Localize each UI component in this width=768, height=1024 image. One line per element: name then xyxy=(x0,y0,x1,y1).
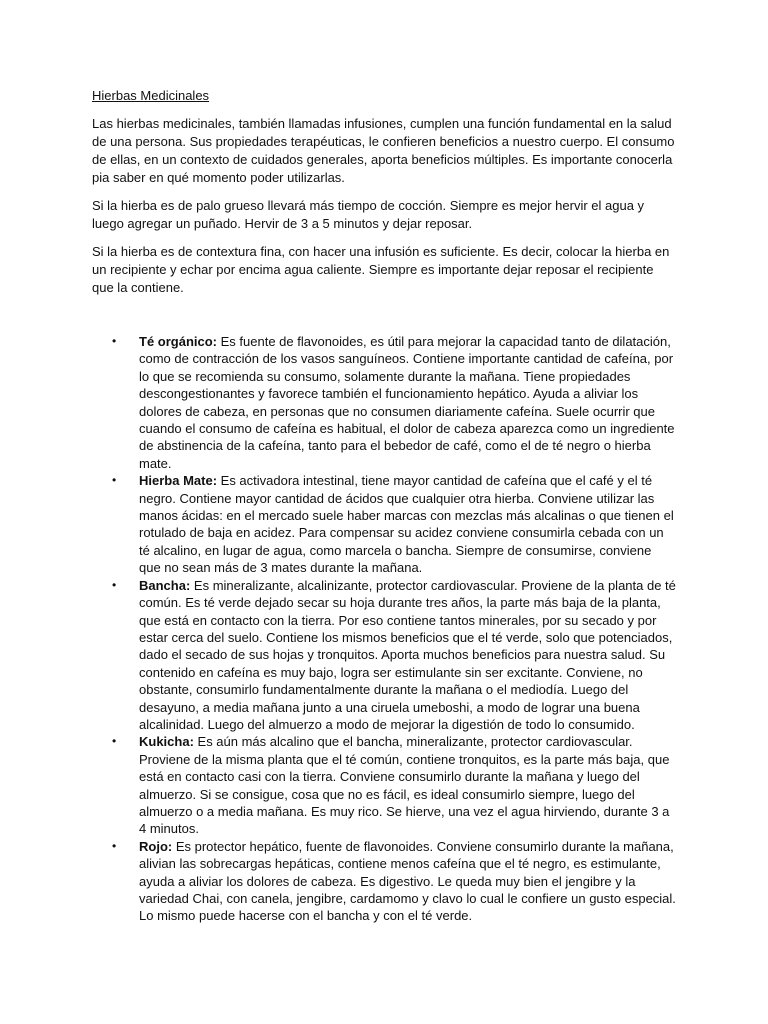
herb-name: Kukicha: xyxy=(139,734,194,750)
herb-description: Es fuente de flavonoides, es útil para mejorar la capacidad tanto de dilatación, como de contracción de los vasos sanguíneos. Contiene importante cantidad de cafeína, por lo que se recomienda su consumo, solamente durante la mañana. Tiene propiedades descongestionantes y favorece también el funcionamiento hepático. Ayuda a aliviar los dolores de cabeza, en personas que no consumen diariamente cafeína. Suele ocurrir que cuando el consumo de cafeína es habitual, el dolor de cabeza aparezca como un ingrediente de abstinencia de la cafeína, tanto para el bebedor de café, como el de té negro o hierba mate. xyxy=(139,334,675,471)
herb-description: Es aún más alcalino que el bancha, mineralizante, protector cardiovascular. Proviene de la misma planta que el té común, contiene tronquitos, es la parte más baja, que está en contacto casi con la tierra. Conviene consumirlo durante la mañana y luego del almuerzo. Si se consigue, cosa que no es fácil, es ideal consumirlo siempre, luego del almuerzo o a media mañana. Es muy rico. Se hierve, una vez el agua hirviendo, durante 3 a 4 minutos. xyxy=(139,734,670,837)
herb-description: Es protector hepático, fuente de flavonoides. Conviene consumirlo durante la mañana, alivian las sobrecargas hepáticas, contiene menos cafeína que el té negro, es estimulante, ayuda a aliviar los dolores de cabeza. Es digestivo. Le queda muy bien el jengibre y la variedad Chai, con canela, jengibre, cardamomo y clavo lo cual le confiere un gusto especial. Lo mismo puede hacerse con el bancha y con el té verde. xyxy=(139,838,676,924)
herb-description: Es mineralizante, alcalinizante, protector cardiovascular. Proviene de la planta de té común. Es té verde dejado secar su hoja durante tres años, la parte más baja de la planta, que está en contacto con la tierra. Por eso contiene tantos minerales, por su secado y por estar cerca del suelo. Contiene los mismos beneficios que el té verde, solo que potenciados, dado el secado de sus hojas y tronquitos. Aporta muchos beneficios para nuestra salud. Su contenido en cafeína es muy bajo, logra ser estimulante sin ser excitante. Conviene, no obstante, consumirlo fundamentalmente durante la mañana o el mediodía. Luego del desayuno, a media mañana junto a una ciruela umeboshi, a modo de lograr una buena alcalinidad. Luego del almuerzo a modo de mejorar la digestión de todo lo consumido. xyxy=(139,577,676,732)
herb-name: Hierba Mate: xyxy=(139,473,218,489)
fine-herb-paragraph: Si la hierba es de contextura fina, con hacer una infusión es suficiente. Es decir, colocar la hierba en un recipiente y echar por encima agua caliente. Siempre es importante dejar reposar el recipiente que la contiene. xyxy=(92,244,670,295)
list-item-kukicha xyxy=(112,733,676,837)
list-item-bancha xyxy=(112,577,676,734)
bullet-icon: • xyxy=(112,838,117,853)
herb-name: Bancha: xyxy=(139,577,191,593)
intro-paragraph: Las hierbas medicinales, también llamadas infusiones, cumplen una función fundamental en la salud de una persona. Sus propiedades terapéuticas, le confieren beneficios a nuestro cuerpo. El consumo de ellas, en un contexto de cuidados generales, aporta beneficios múltiples. Es importante conocerla pia saber en qué momento poder utilizarlas. xyxy=(92,116,675,185)
herb-name: Té orgánico: xyxy=(139,334,218,349)
bullet-icon: • xyxy=(112,473,117,488)
thick-herb-paragraph: Si la hierba es de palo grueso llevará más tiempo de cocción. Siempre es mejor hervir el agua y luego agregar un puñado. Hervir de 3 a 5 minutos y dejar reposar. xyxy=(92,198,645,231)
list-item-hierba-mate xyxy=(112,472,676,576)
list-item-te-organico xyxy=(112,333,676,472)
list-item-rojo xyxy=(112,838,676,925)
bullet-icon: • xyxy=(112,734,117,749)
document-title: Hierbas Medicinales xyxy=(92,88,210,103)
herb-description: Es activadora intestinal, tiene mayor cantidad de cafeína que el café y el té negro. Contiene mayor cantidad de ácidos que cualquier otra hierba. Conviene utilizar las manos ácidas: en el mercado suele haber marcas con mezclas más alcalinas o que tienen el rotulado de baja en acidez. Para compensar su acidez conviene consumirla cebada con un té alcalino, en lugar de agua, como marcela o bancha. Siempre de consumirse, conviene que no sean más de 3 mates durante la mañana. xyxy=(139,473,674,576)
bullet-icon: • xyxy=(112,334,117,348)
herb-name: Rojo: xyxy=(139,838,173,854)
herb-list xyxy=(92,333,676,925)
bullet-icon: • xyxy=(112,577,117,592)
